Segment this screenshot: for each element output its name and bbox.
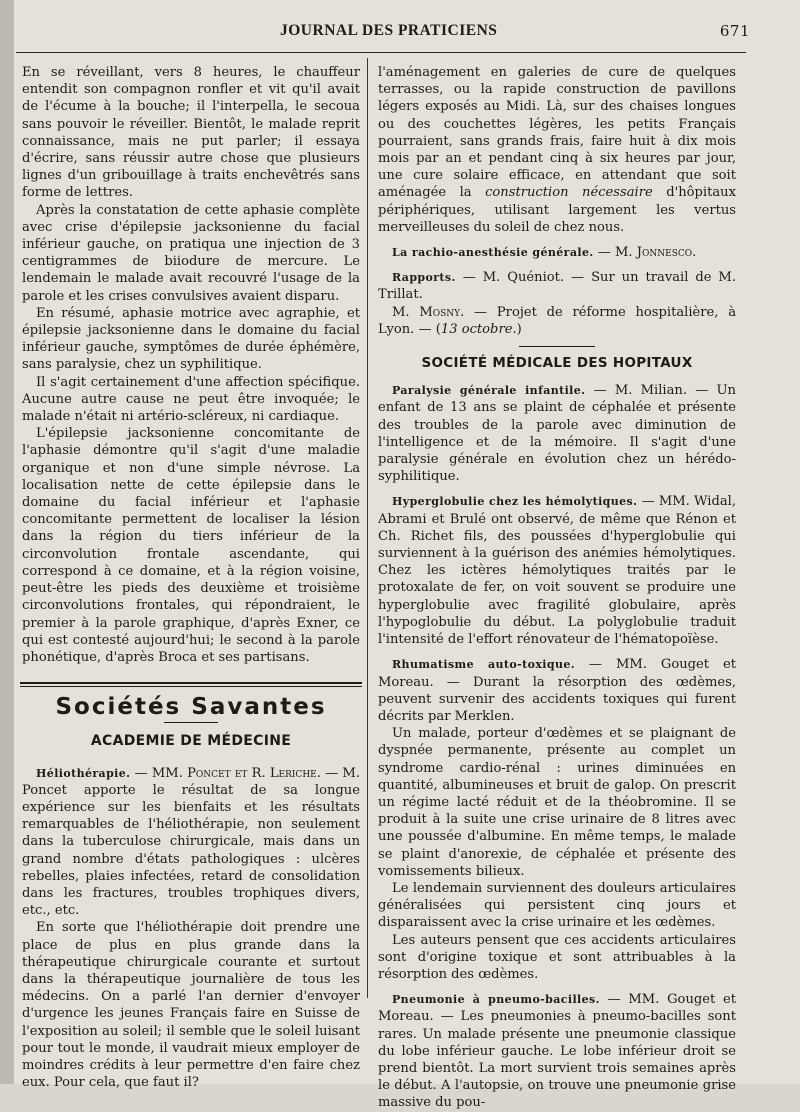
author-names: Poncet et R. Leriche. [187, 765, 321, 781]
left-column [22, 64, 360, 1091]
section-title: SOCIÉTÉ MÉDICALE DES HOPITAUX [421, 355, 693, 372]
paragraph: l'aménagement en galeries de cure de quelques terrasses, ou la rapide construction de pavillons légers exposés au Midi. Là, sur des chaises longues ou des couchettes légères, les petits Français pourraient, sans grands frais, faire huit à dix mois mois par an et pendant cinq à six heures par jour, une cure solaire efficace, en attendant que soit aménagée la construction nécessaire d'hôpitaux périphériques, utilisant largement les vertus merveilleuses du soleil de chez nous. [378, 65, 736, 235]
paragraph: Les auteurs pensent que ces accidents articulaires sont d'origine toxique et sont attribuables à la résorption des œdèmes. [378, 932, 736, 982]
column-divider [367, 58, 368, 998]
right-column [378, 64, 736, 1112]
subsection-title: ACADEMIE DE MÉDECINE [90, 733, 292, 750]
running-header [30, 22, 750, 44]
paragraph: L'épilepsie jacksonienne concomitante de l'aphasie démontre qu'il s'agit d'une maladie organique et non d'une simple névrose. La localisation nette de cette épilepsie dans le domaine du facial inférieur et l'aphasie concomitante permettent de localiser la lésion dans la région du tiers inférieur de la circonvolution frontale ascendante, qui correspond à ce domaine, et à la région voisine, peut-être les pieds des deuxième et troisième circonvolutions frontales, qui répondraient, le premier à la parole graphique, d'après Exner, ce qui est contesté aujourd'hui; le second à la parole phonétique, d'après Broca et ses partisans. [22, 426, 360, 665]
article-rachio: La rachio-anesthésie générale. — M. Jonnesco. [392, 245, 697, 261]
article-title: Rhumatisme auto-toxique. [392, 658, 575, 672]
paragraph: Après la constatation de cette aphasie complète avec crise d'épilepsie jacksonienne du facial inférieur gauche, on pratiqua une injection de 3 centigrammes de biiodure de mercure. Le lendemain le malade avait recouvré l'usage de la parole et les crises convulsives avaient disparu. [22, 202, 360, 304]
article-title: Hyperglobulie chez les hémolytiques. [392, 495, 638, 509]
title-rule [164, 722, 218, 723]
article-title: Pneumonie à pneumo-bacilles. [392, 993, 600, 1007]
article-title: Rapports. [392, 271, 456, 285]
article-rhumatisme: Rhumatisme auto-toxique. — MM. Gouget et Moreau. — Durant la résorption des œdèmes, peuvent survenir des accidents toxiques qui furent décrits par Merklen. [378, 657, 736, 724]
header-rule [16, 52, 746, 53]
section-divider [519, 346, 595, 347]
section-title: Sociétés Savantes [55, 694, 327, 721]
paragraph: En résumé, aphasie motrice avec agraphie, et épilepsie jacksonienne dans le domaine du facial inférieur gauche, symptômes de durée éphémère, sans paralysie, chez un syphilitique. [22, 305, 360, 373]
paragraph: En se réveillant, vers 8 heures, le chauffeur entendit son compagnon ronfler et vit qu'il avait de l'écume à la bouche; il l'interpella, le secoua sans pouvoir le réveiller. Bientôt, le malade reprit connaissance, mais ne put parler; il essaya d'écrire, sans réussir autre chose que plusieurs lignes d'un gribouillage à traits enchevêtrés sans forme de lettres. [22, 65, 360, 201]
section-divider [20, 682, 362, 687]
article-title: Héliothérapie. [36, 766, 131, 780]
paragraph: Le lendemain surviennent des douleurs articulaires généralisées qui persistent cinq jours et disparaissent avec la crise urinaire et les œdèmes. [378, 880, 736, 931]
page-number: 671 [719, 22, 750, 40]
paragraph: En sorte que l'héliothérapie doit prendre une place de plus en plus grande dans la thérapeutique chirurgicale courante et surtout dans la thérapeutique journalière de tous les médecins. On a parlé l'an dernier d'envoyer d'urgence les jeunes Français faire en Suisse de l'exposition au soleil; il semble que le soleil luisant pour tout le monde, il vaudrait mieux employer de moindres crédits à leur permettre d'en faire chez eux. Pour cela, que faut il? [22, 920, 360, 1091]
article-mosny: M. Mosny. — Projet de réforme hospitalière, à Lyon. — (13 octobre.) [378, 304, 736, 337]
article-paralysie: Paralysie générale infantile. — M. Milian. — Un enfant de 13 ans se plaint de céphalée et présente des troubles de la parole avec diminution de l'intelligence et de la mémoire. Il s'agit d'une paralysie générale en évolution chez un hérédo-syphilitique. [378, 383, 736, 485]
article-heliotherapie: Héliothérapie. — MM. Poncet et R. Leriche. — M. Poncet apporte le résultat de sa longue expérience sur les bienfaits et les résultats remarquables de l'héliothérapie, non seulement dans la tuberculose chirurgicale, mais dans un grand nombre d'états pathologiques : ulcères rebelles, plaies infectées, retard de consolidation dans les fractures, troubles trophiques divers, etc., etc. [22, 765, 360, 919]
article-title: La rachio-anesthésie générale. [392, 246, 594, 260]
binding-gutter [0, 0, 14, 1084]
article-rapports: Rapports. — M. Quéniot. — Sur un travail de M. Trillat. [378, 270, 736, 303]
paragraph: Un malade, porteur d'œdèmes et se plaignant de dyspnée permanente, présente au complet un syndrome cardio-rénal : urines diminuées en quantité, albumineuses et bruit de galop. On prescrit un régime lacté réduit et de la théobromine. Il se produit à la suite une crise urinaire de 8 litres avec une poussée d'albumine. En même temps, le malade se plaint d'anorexie, de céphalée et présente des vomissements bilieux. [378, 726, 736, 879]
article-title: Paralysie générale infantile. [392, 384, 586, 398]
article-pneumonie: Pneumonie à pneumo-bacilles. — MM. Gouget et Moreau. — Les pneumonies à pneumo-bacilles sont rares. Un malade présente une pneumonie classique du lobe inférieur gauche. Le lobe inférieur droit se prend bientôt. La mort survient trois semaines après le début. A l'autopsie, on trouve une pneumonie grise massive du pou- [378, 992, 737, 1111]
journal-title: JOURNAL DES PRATICIENS [280, 22, 498, 39]
paragraph: Il s'agit certainement d'une affection spécifique. Aucune autre cause ne peut être invoquée; le malade n'était ni artério-scléreux, ni cardiaque. [22, 374, 360, 425]
article-hyperglobulie: Hyperglobulie chez les hémolytiques. — MM. Widal, Abrami et Brulé ont observé, de même que Rénon et Ch. Richet fils, des poussées d'hyperglobulie qui surviennent à la guérison des anémies hémolytiques. Chez les ictères hémolytiques traités par le protoxalate de fer, on voit souvent se produire une hyperglobulie avec fragilité globulaire, après l'hypoglobulie du début. La polyglobulie traduit l'intensité de l'effort rénovateur de l'hématopoïèse. [378, 494, 736, 648]
